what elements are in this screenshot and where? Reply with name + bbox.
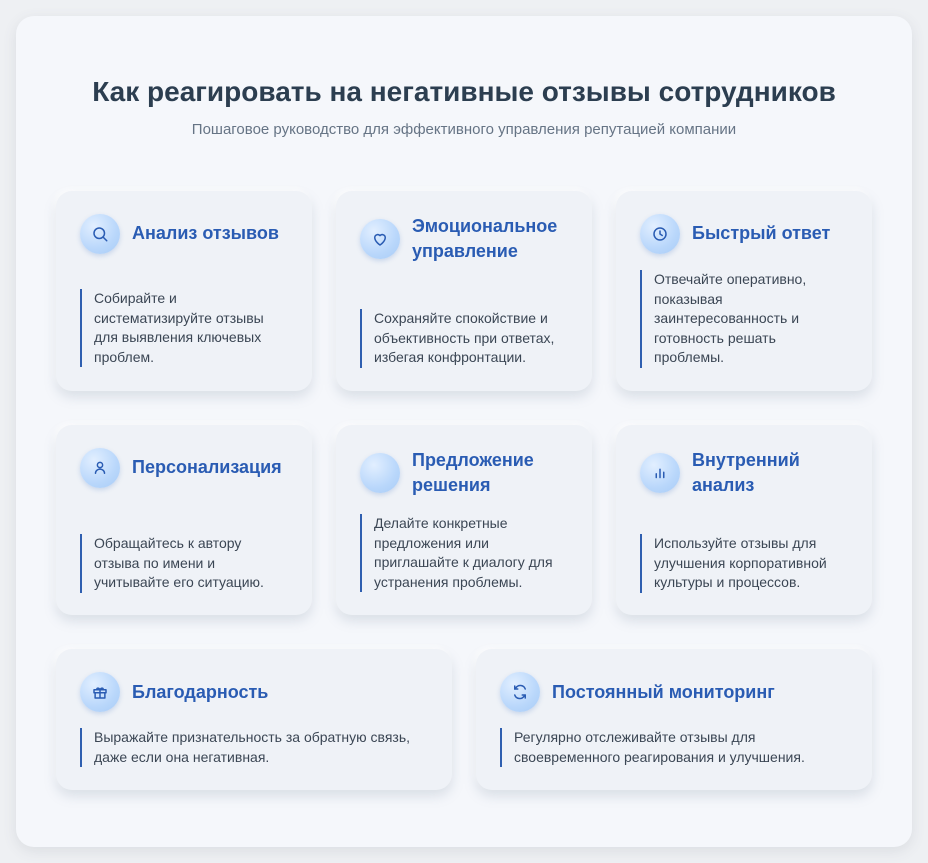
card-review-analysis	[56, 191, 312, 391]
card-description: Используйте отзывы для улучшения корпоративной культуры и процессов.	[640, 534, 844, 593]
page-title: Как реагировать на негативные отзывы сотрудников	[92, 76, 836, 107]
card-quick-response	[616, 191, 872, 391]
card-internal-analysis	[616, 425, 872, 615]
card-continuous-monitoring	[476, 649, 872, 790]
card-title: Быстрый ответ	[692, 223, 831, 243]
user-icon	[80, 448, 120, 488]
refresh-icon	[500, 672, 540, 712]
card-title: Предложение решения	[412, 450, 534, 495]
gift-icon	[80, 672, 120, 712]
card-description: Выражайте признательность за обратную связь, даже если она негативная.	[80, 728, 424, 767]
card-description: Отвечайте оперативно, показывая заинтересованность и готовность решать проблемы.	[640, 270, 824, 368]
empty-icon	[360, 453, 400, 493]
bar-chart-icon	[640, 453, 680, 493]
card-title: Персонализация	[132, 457, 282, 477]
page-subtitle: Пошаговое руководство для эффективного управления репутацией компании	[191, 121, 737, 138]
card-description: Обращайтесь к автору отзыва по имени и учитывайте его ситуацию.	[80, 534, 284, 593]
clock-icon	[640, 214, 680, 254]
card-description: Собирайте и систематизируйте отзывы для выявления ключевых проблем.	[80, 289, 274, 367]
card-description: Делайте конкретные предложения или приглашайте к диалогу для устранения проблемы.	[360, 514, 564, 592]
search-icon	[80, 214, 120, 254]
card-description: Сохраняйте спокойствие и объективность при ответах, избегая конфронтации.	[360, 309, 564, 368]
card-personalization	[56, 425, 312, 615]
card-emotional-management	[336, 191, 592, 391]
card-title: Анализ отзывов	[132, 223, 279, 243]
card-title: Постоянный мониторинг	[552, 682, 775, 702]
card-offer-solution	[336, 425, 592, 615]
card-title: Эмоциональное управление	[412, 216, 558, 261]
card-title: Внутренний анализ	[692, 450, 800, 495]
card-title: Благодарность	[132, 682, 269, 702]
card-description: Регулярно отслеживайте отзывы для своевременного реагирования и улучшения.	[500, 728, 844, 767]
card-gratitude	[56, 649, 452, 790]
heart-icon	[360, 219, 400, 259]
